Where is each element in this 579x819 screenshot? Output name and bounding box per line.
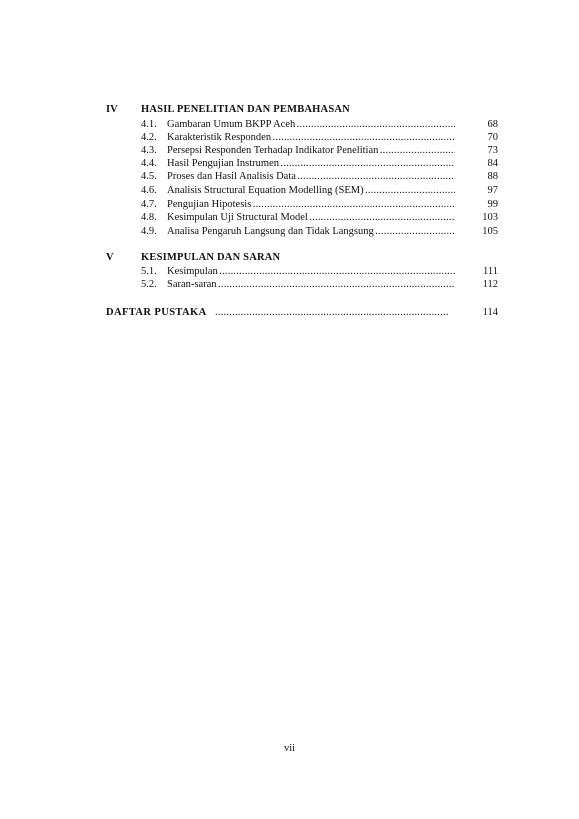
- entry-page: 103: [482, 212, 498, 223]
- entry-text: Analisis Structural Equation Modelling (SEM) . . .: [167, 184, 455, 197]
- entry-text: Hasil Pengujian Instrumen . . .: [167, 157, 455, 170]
- entry-number: 4.5.: [141, 171, 157, 182]
- entry-page: 99: [487, 199, 498, 210]
- entry-page: 84: [487, 158, 498, 169]
- entry-page: 111: [483, 266, 498, 277]
- chapter-number: V: [106, 252, 114, 263]
- entry-text: Persepsi Responden Terhadap Indikator Penelitian . . .: [167, 144, 455, 157]
- entry-number: 4.3.: [141, 145, 157, 156]
- entry-page: 114: [482, 307, 498, 318]
- leader-dots: [215, 306, 455, 319]
- entry-text: Kesimpulan Uji Structural Model . . .: [167, 211, 455, 224]
- toc-entry: [0, 278, 579, 291]
- entry-text: Saran-saran . . .: [167, 278, 455, 291]
- entry-text: Pengujian Hipotesis . . .: [167, 198, 455, 211]
- entry-page: 70: [487, 132, 498, 143]
- chapter-title: KESIMPULAN DAN SARAN: [141, 252, 281, 263]
- entry-page: 68: [487, 119, 498, 130]
- toc-entry: [0, 211, 579, 224]
- entry-number: 4.6.: [141, 185, 157, 196]
- toc-entry: [0, 157, 579, 170]
- entry-text: Karakteristik Responden . . .: [167, 131, 455, 144]
- page-number: vii: [283, 743, 296, 754]
- entry-number: 4.8.: [141, 212, 157, 223]
- toc-entry: [0, 265, 579, 278]
- toc-entry: [0, 144, 579, 157]
- entry-number: 5.1.: [141, 266, 157, 277]
- entry-page: 88: [487, 171, 498, 182]
- entry-text: Gambaran Umum BKPP Aceh . . .: [167, 118, 455, 131]
- toc-entry: [0, 225, 579, 238]
- entry-page: 105: [482, 226, 498, 237]
- entry-number: 4.2.: [141, 132, 157, 143]
- entry-text: Analisa Pengaruh Langsung dan Tidak Langsung . . .: [167, 225, 455, 238]
- entry-number: 4.4.: [141, 158, 157, 169]
- toc-entry: [0, 198, 579, 211]
- chapter-title: HASIL PENELITIAN DAN PEMBAHASAN: [141, 104, 350, 115]
- entry-number: 4.7.: [141, 199, 157, 210]
- entry-number: 4.9.: [141, 226, 157, 237]
- toc-entry: [0, 170, 579, 183]
- entry-number: 5.2.: [141, 279, 157, 290]
- daftar-pustaka-label: DAFTAR PUSTAKA: [106, 307, 207, 318]
- toc-entry-daftar-pustaka: [0, 306, 579, 319]
- entry-page: 73: [487, 145, 498, 156]
- entry-number: 4.1.: [141, 119, 157, 130]
- entry-page: 97: [487, 185, 498, 196]
- toc-entry: [0, 131, 579, 144]
- chapter-number: IV: [106, 104, 118, 115]
- toc-entry: [0, 184, 579, 197]
- entry-text: Proses dan Hasil Analisis Data . . .: [167, 170, 455, 183]
- entry-page: 112: [482, 279, 498, 290]
- toc-entry: [0, 118, 579, 131]
- entry-text: Kesimpulan . . .: [167, 265, 455, 278]
